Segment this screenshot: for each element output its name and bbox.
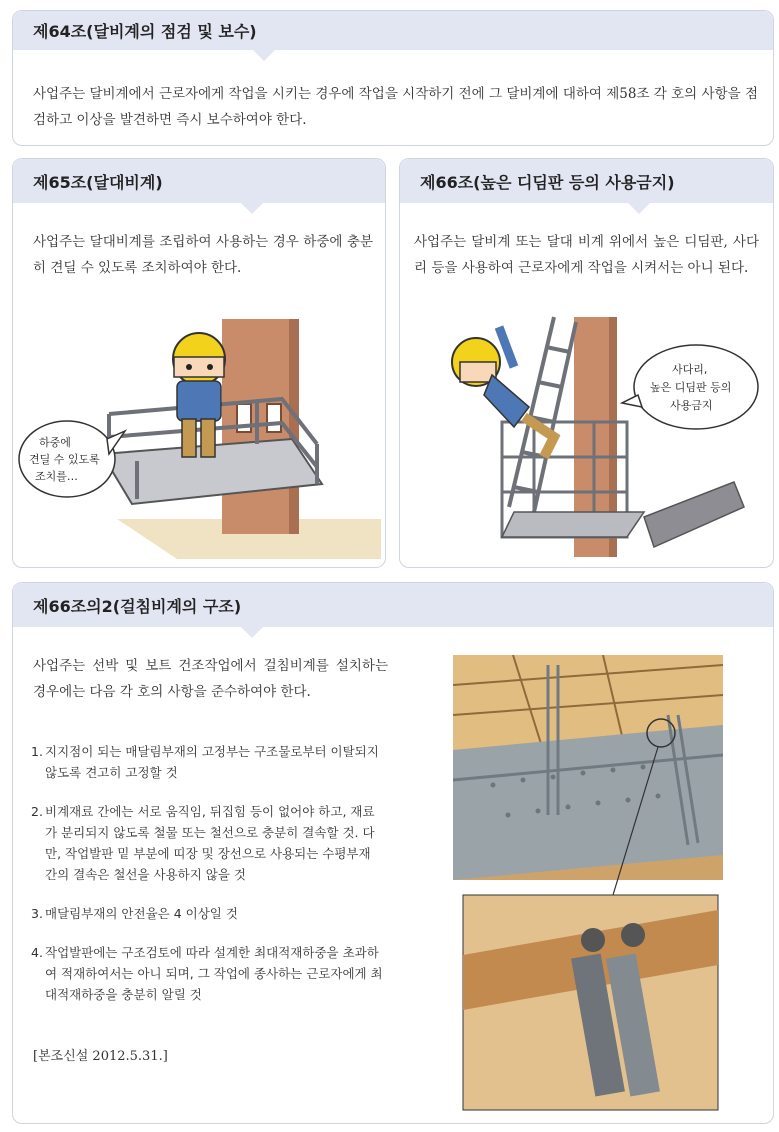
article-66-2-card (12, 582, 774, 1124)
article-66-2-intro: 사업주는 선박 및 보트 건조작업에서 걸침비계를 설치하는 경우에는 다음 각 호의 사항을 준수하여야 한다. (33, 658, 388, 700)
item-text: 지지점이 되는 매달림부재의 고정부는 구조물로부터 이탈되지 않도록 견고히 고정할 것 (45, 744, 379, 780)
hanging-platform-illustration (17, 319, 381, 559)
item-number: 1. (31, 744, 43, 759)
item-text: 매달림부재의 안전율은 4 이상일 것 (45, 906, 238, 921)
header-pointer (241, 627, 263, 638)
article-65-title: 제65조(달대비계) (33, 172, 163, 192)
item-text: 비계재료 간에는 서로 움직임, 뒤집힘 등이 없어야 하고, 재료가 분리되지 않도록 철물 또는 철선으로 충분히 결속할 것. 다만, 작업발판 밑 부분에 띠장 및 장선으로 사용되는 수평부재 간의 결속은 철선을 사용하지 않을 것 (45, 804, 375, 882)
article-66-2-title: 제66조의2(걸침비계의 구조) (33, 596, 242, 616)
bubble-line-1: 하중에 (39, 436, 71, 449)
bubble-line-1: 사다리, (672, 363, 708, 376)
item-number: 4. (31, 945, 43, 960)
item-number: 3. (31, 906, 43, 921)
bubble-line-2: 견딜 수 있도록 (29, 453, 100, 466)
list-item (31, 741, 385, 783)
ship-scaffold-illustration (453, 655, 723, 1115)
requirements-list (31, 741, 385, 1023)
list-item (31, 942, 385, 1005)
article-66-card (399, 158, 774, 568)
list-item (31, 903, 385, 924)
header-pointer (241, 203, 263, 214)
article-65-text: 사업주는 달대비계를 조립하여 사용하는 경우 하중에 충분히 견딜 수 있도록 조치하여야 한다. (33, 234, 373, 276)
bubble-line-3: 사용금지 (670, 399, 713, 412)
bubble-line-2: 높은 디딤판 등의 (650, 381, 732, 394)
article-65-card (12, 158, 386, 568)
header-pointer (628, 203, 650, 214)
article-64-header (13, 11, 773, 50)
item-number: 2. (31, 804, 43, 819)
list-item (31, 801, 385, 885)
article-65-header (13, 159, 385, 203)
article-64-card (12, 10, 774, 146)
article-66-title: 제66조(높은 디딤판 등의 사용금지) (420, 172, 675, 192)
bubble-line-3: 조치를… (35, 470, 78, 483)
article-66-text: 사업주는 달비계 또는 달대 비계 위에서 높은 디딤판, 사다리 등을 사용하여 근로자에게 작업을 시켜서는 아니 된다. (414, 234, 759, 276)
header-pointer (253, 50, 275, 61)
article-64-title: 제64조(달비계의 점검 및 보수) (33, 22, 257, 41)
article-64-text: 사업주는 달비계에서 근로자에게 작업을 시키는 경우에 작업을 시작하기 전에 그 달비계에 대하여 제58조 각 호의 사항을 점검하고 이상을 발견하면 즉시 보수하여야 한다. (33, 86, 758, 128)
article-66-header (400, 159, 773, 203)
ladder-on-platform-illustration (404, 307, 768, 559)
article-66-2-header (13, 583, 773, 627)
item-text: 작업발판에는 구조검토에 따라 설계한 최대적재하중을 초과하여 적재하여서는 아니 되며, 그 작업에 종사하는 근로자에게 최대적재하중을 충분히 알릴 것 (45, 945, 383, 1002)
enactment-note: [본조신설 2012.5.31.] (33, 1049, 168, 1064)
